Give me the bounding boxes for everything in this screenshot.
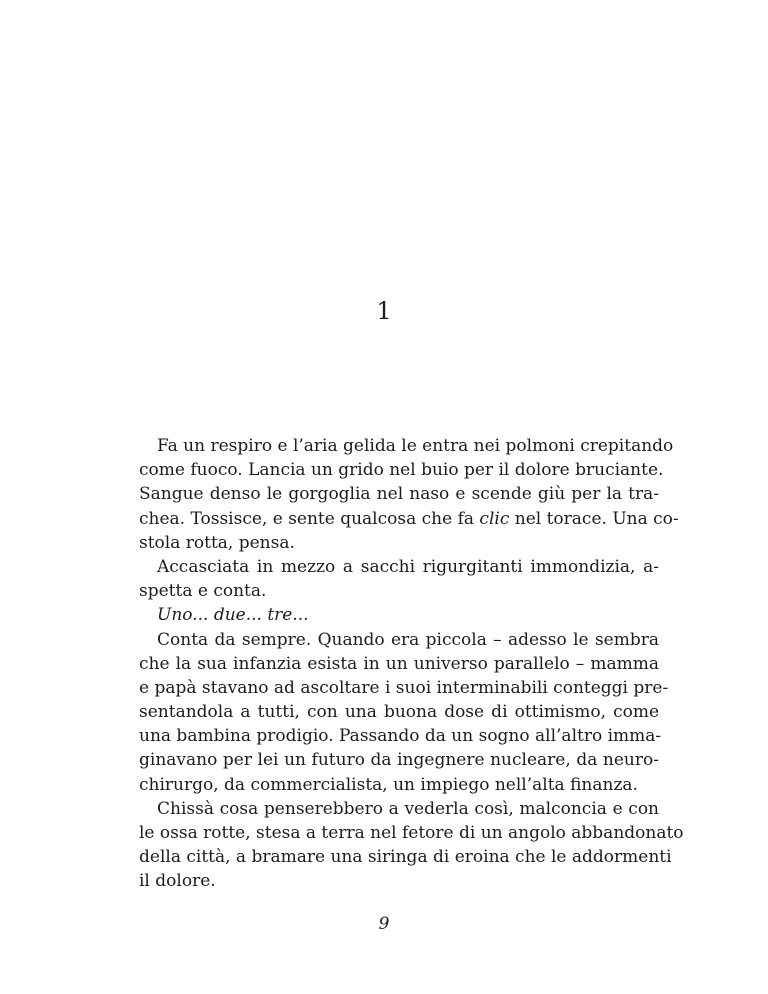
page-number: 9 <box>378 914 390 934</box>
body-text <box>139 434 684 894</box>
text-line: il dolore. <box>139 871 216 892</box>
text-line: ginavano per lei un futuro da ingegnere nucleare, da neuro- <box>139 750 659 771</box>
italic-line: Uno... due... tre... <box>157 605 309 626</box>
text-line: Chissà cosa penserebbero a vederla così, malconcia e con <box>157 798 659 819</box>
text-line: chirurgo, da commercialista, un impiego nell’alta finanza. <box>139 774 638 795</box>
text-line: Fa un respiro e l’aria gelida le entra nei polmoni crepitando <box>157 436 674 456</box>
text-segment: chea. Tossisce, e sente qualcosa che fa <box>139 508 475 529</box>
text-line: stola rotta, pensa. <box>139 532 295 553</box>
text-line: della città, a bramare una siringa di eroina che le addormenti <box>139 847 672 868</box>
text-line: Accasciata in mezzo a sacchi rigurgitanti immondizia, a- <box>157 556 659 577</box>
text-line: Conta da sempre. Quando era piccola – adesso le sembra <box>157 629 659 650</box>
text-line: che la sua infanzia esista in un universo parallelo – mamma <box>139 653 659 674</box>
text-line <box>139 507 679 531</box>
text-line: una bambina prodigio. Passando da un sogno all’altro imma- <box>139 726 662 747</box>
text-line: Sangue denso le gorgoglia nel naso e scende giù per la tra- <box>139 484 659 505</box>
chapter-number: 1 <box>376 297 392 325</box>
italic-word: clic <box>479 508 510 529</box>
text-line: le ossa rotte, stesa a terra nel fetore di un angolo abbandonato <box>139 823 684 843</box>
text-line <box>139 603 659 627</box>
text-segment: nel torace. Una co- <box>514 508 679 529</box>
text-line: e papà stavano ad ascoltare i suoi interminabili conteggi pre- <box>139 677 669 698</box>
text-line: come fuoco. Lancia un grido nel buio per il dolore bruciante. <box>139 460 664 481</box>
text-line: spetta e conta. <box>139 581 267 602</box>
text-line: sentandola a tutti, con una buona dose di ottimismo, come <box>139 702 659 723</box>
